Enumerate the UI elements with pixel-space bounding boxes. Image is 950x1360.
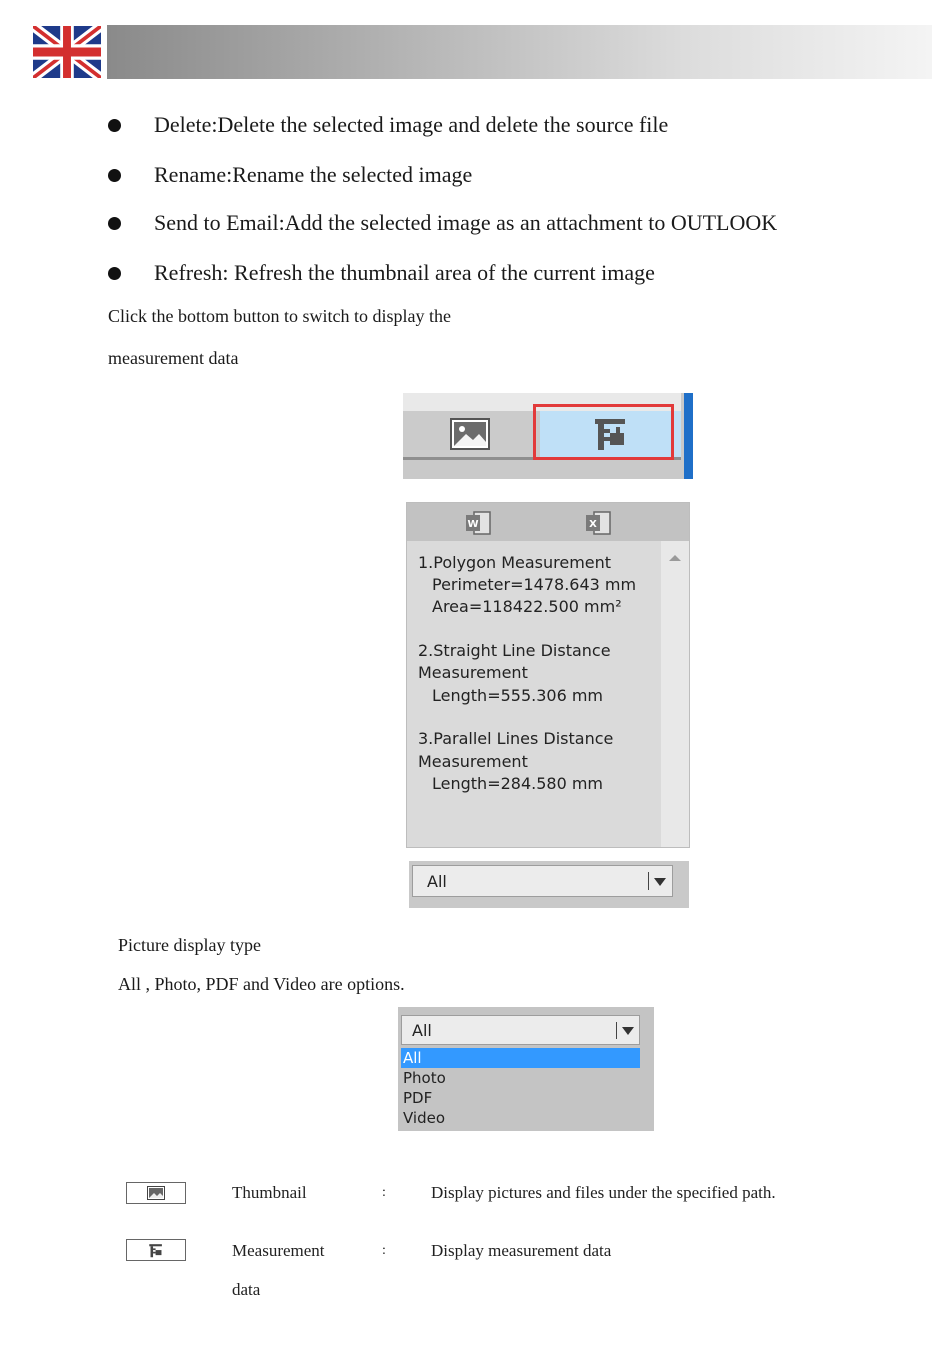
chevron-down-icon[interactable] bbox=[654, 878, 666, 886]
measurement-panel bbox=[406, 502, 690, 848]
select-separator bbox=[648, 872, 649, 890]
legend-desc: Display pictures and files under the specified path. bbox=[431, 1183, 776, 1202]
measurement-title: 3.Parallel Lines Distance bbox=[418, 729, 614, 748]
uk-flag-icon bbox=[33, 26, 101, 78]
chevron-down-icon[interactable] bbox=[622, 1027, 634, 1035]
measurement-title-cont: Measurement bbox=[418, 663, 528, 682]
thumbnail-tab[interactable] bbox=[403, 411, 537, 457]
select-value: All bbox=[412, 1021, 432, 1040]
bullet-text: Send to Email:Add the selected image as an attachment to OUTLOOK bbox=[154, 210, 778, 235]
picture-type-desc: All , Photo, PDF and Video are options. bbox=[118, 974, 405, 994]
panel-scrollbar[interactable] bbox=[661, 541, 689, 847]
legend-name: Thumbnail bbox=[232, 1183, 307, 1202]
image-icon bbox=[450, 418, 490, 450]
bullet-item bbox=[108, 208, 777, 238]
option-photo[interactable]: Photo bbox=[403, 1069, 446, 1087]
header-banner bbox=[107, 25, 932, 79]
bullet-text: Refresh: Refresh the thumbnail area of the current image bbox=[154, 260, 655, 285]
excel-export-icon[interactable] bbox=[585, 511, 611, 535]
picture-type-select[interactable] bbox=[412, 865, 673, 897]
measurement-title: 2.Straight Line Distance bbox=[418, 641, 611, 660]
bullet-item bbox=[108, 258, 655, 288]
option-video[interactable]: Video bbox=[403, 1109, 446, 1127]
filter-dropdown-open-screenshot bbox=[398, 1007, 654, 1131]
select-separator bbox=[616, 1022, 617, 1039]
legend-name-cont: data bbox=[232, 1280, 261, 1299]
legend-separator: : bbox=[382, 1185, 386, 1200]
measure-icon bbox=[148, 1243, 164, 1258]
intro-line-1: Click the bottom button to switch to display the bbox=[108, 306, 451, 326]
view-tab-bar bbox=[403, 393, 693, 479]
legend-name: Measurement bbox=[232, 1241, 325, 1260]
bullet-item bbox=[108, 110, 668, 140]
tab-bar-edge bbox=[684, 393, 693, 479]
measurement-value: Area=118422.500 mm² bbox=[432, 597, 622, 616]
measurement-value: Length=284.580 mm bbox=[432, 774, 604, 793]
scroll-up-icon[interactable] bbox=[669, 555, 681, 561]
bullet-item bbox=[108, 160, 472, 190]
highlight-box bbox=[533, 404, 674, 460]
measurement-title: 1.Polygon Measurement bbox=[418, 553, 612, 572]
measurement-list bbox=[407, 541, 661, 847]
bullet-dot bbox=[108, 119, 121, 132]
legend-separator: : bbox=[382, 1243, 386, 1258]
measurement-button[interactable] bbox=[126, 1239, 186, 1261]
bullet-text: Delete:Delete the selected image and delete the source file bbox=[154, 112, 669, 137]
bullet-dot bbox=[108, 267, 121, 280]
measurement-title-cont: Measurement bbox=[418, 752, 528, 771]
measurement-value: Perimeter=1478.643 mm bbox=[432, 575, 637, 594]
svg-text:W: W bbox=[467, 519, 479, 530]
picture-type-select[interactable] bbox=[401, 1015, 640, 1045]
option-pdf[interactable]: PDF bbox=[403, 1089, 433, 1107]
panel-toolbar bbox=[407, 503, 689, 541]
image-icon bbox=[147, 1186, 165, 1200]
bullet-text: Rename:Rename the selected image bbox=[154, 162, 473, 187]
select-value: All bbox=[427, 872, 447, 891]
filter-dropdown-screenshot bbox=[409, 861, 689, 908]
legend-desc: Display measurement data bbox=[431, 1241, 612, 1260]
picture-type-label: Picture display type bbox=[118, 935, 261, 955]
thumbnail-button[interactable] bbox=[126, 1182, 186, 1204]
measurement-value: Length=555.306 mm bbox=[432, 686, 604, 705]
bullet-dot bbox=[108, 169, 121, 182]
word-export-icon[interactable] bbox=[465, 511, 491, 535]
intro-line-2: measurement data bbox=[108, 348, 239, 368]
option-all[interactable]: All bbox=[401, 1048, 640, 1068]
svg-text:X: X bbox=[589, 519, 597, 530]
bullet-dot bbox=[108, 217, 121, 230]
